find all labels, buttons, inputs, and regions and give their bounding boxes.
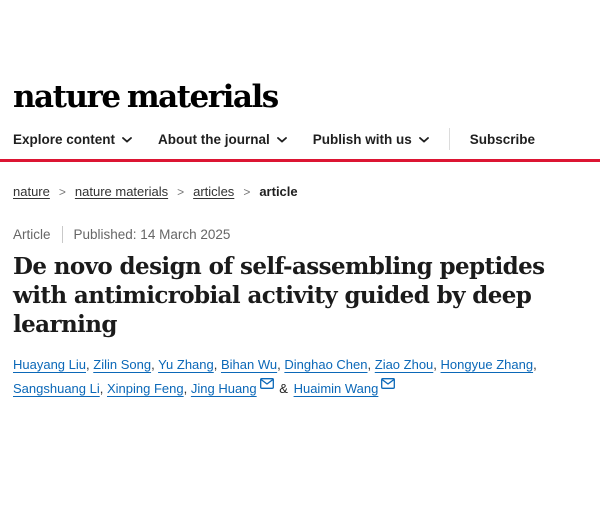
author-link[interactable]: Huaimin Wang bbox=[293, 381, 379, 396]
author-separator: , bbox=[533, 357, 537, 372]
author-separator: , bbox=[183, 381, 188, 396]
author-link[interactable]: Sangshuang Li bbox=[13, 381, 100, 396]
author-separator: , bbox=[277, 357, 281, 372]
nav-divider bbox=[449, 128, 450, 150]
nav-subscribe[interactable] bbox=[470, 132, 535, 147]
author-item bbox=[158, 357, 217, 372]
author-item bbox=[375, 357, 437, 372]
author-item bbox=[441, 357, 537, 372]
author-link[interactable]: Hongyue Zhang bbox=[440, 357, 534, 372]
journal-logo[interactable]: nature materials bbox=[13, 79, 278, 115]
ampersand: & bbox=[279, 381, 288, 396]
author-link[interactable]: Bihan Wu bbox=[220, 357, 278, 372]
nav-explore-content[interactable] bbox=[13, 132, 132, 147]
accent-rule bbox=[0, 159, 600, 162]
author-list bbox=[13, 353, 599, 401]
email-envelope-icon[interactable] bbox=[260, 378, 274, 389]
breadcrumb-link-nature[interactable]: nature bbox=[13, 184, 50, 199]
content-type-label: Article bbox=[13, 227, 51, 242]
author-separator: , bbox=[99, 381, 104, 396]
author-link[interactable]: Xinping Feng bbox=[107, 381, 184, 396]
author-item bbox=[107, 381, 187, 396]
chevron-down-icon bbox=[122, 137, 132, 143]
nav-item-label: About the journal bbox=[158, 131, 270, 147]
author-separator: , bbox=[433, 357, 437, 372]
author-link[interactable]: Yu Zhang bbox=[158, 357, 214, 372]
chevron-down-icon bbox=[419, 137, 429, 143]
author-link[interactable]: Jing Huang bbox=[190, 381, 257, 396]
nav-item-label: Publish with us bbox=[312, 131, 412, 147]
article-title: De novo design of self-assembling peptides with antimicrobial activity guided by deep learning bbox=[13, 253, 545, 338]
author-separator: , bbox=[151, 357, 155, 372]
author-link[interactable]: Ziao Zhou bbox=[374, 357, 434, 372]
author-item bbox=[191, 381, 274, 396]
author-link[interactable]: Zilin Song bbox=[93, 357, 152, 372]
breadcrumb-link-articles[interactable]: articles bbox=[193, 184, 235, 199]
author-item bbox=[294, 381, 396, 396]
author-link[interactable]: Huayang Liu bbox=[13, 357, 86, 372]
author-separator: , bbox=[367, 357, 372, 372]
meta-divider bbox=[62, 226, 63, 243]
email-envelope-icon[interactable] bbox=[381, 378, 395, 389]
author-item bbox=[13, 357, 90, 372]
author-link[interactable]: Dinghao Chen bbox=[284, 357, 368, 372]
breadcrumb-separator: > bbox=[177, 184, 185, 199]
nav-about-journal[interactable] bbox=[158, 132, 287, 147]
article-meta bbox=[13, 226, 600, 243]
published-date: Published: 14 March 2025 bbox=[73, 227, 231, 242]
nav-item-label: Explore content bbox=[13, 131, 116, 147]
author-separator: , bbox=[213, 357, 218, 372]
breadcrumb-separator: > bbox=[58, 184, 66, 199]
journal-nav bbox=[13, 127, 600, 151]
breadcrumb-separator: > bbox=[243, 184, 251, 199]
nav-item-label: Subscribe bbox=[469, 131, 536, 147]
author-item bbox=[284, 357, 371, 372]
author-item bbox=[93, 357, 154, 372]
breadcrumb bbox=[13, 184, 600, 199]
nav-publish-with-us[interactable] bbox=[313, 132, 429, 147]
article-page bbox=[0, 79, 600, 532]
breadcrumb-link-nature-materials[interactable]: nature materials bbox=[74, 184, 169, 199]
author-item bbox=[221, 357, 281, 372]
breadcrumb-current-article: article bbox=[259, 184, 298, 199]
chevron-down-icon bbox=[277, 137, 287, 143]
author-separator: , bbox=[86, 357, 90, 372]
author-item bbox=[13, 381, 103, 396]
